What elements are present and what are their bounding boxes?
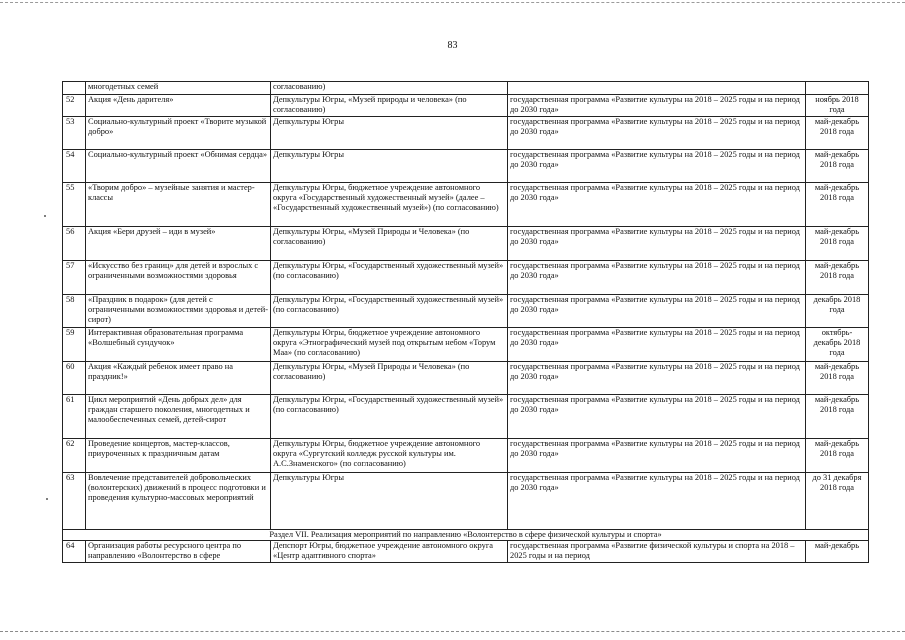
organizer: согласованию)	[271, 82, 508, 95]
row-number: 54	[63, 150, 86, 183]
scan-speck	[44, 215, 46, 217]
table-row	[63, 183, 869, 227]
program: государственная программа «Развитие культуры на 2018 – 2025 годы и на период до 2030 года»	[508, 473, 806, 530]
table-row	[63, 295, 869, 328]
table-row	[63, 541, 869, 563]
section-header-row	[63, 530, 869, 541]
organizer: Депкультуры Югры	[271, 150, 508, 183]
deadline: май-декабрь 2018 года	[806, 362, 869, 395]
row-number	[63, 82, 86, 95]
table-row	[63, 439, 869, 473]
table-row	[63, 150, 869, 183]
deadline: май-декабрь 2018 года	[806, 227, 869, 261]
event-name: Акция «Бери друзей – иди в музей»	[86, 227, 271, 261]
deadline: май-декабрь 2018 года	[806, 395, 869, 439]
program: государственная программа «Развитие культуры на 2018 – 2025 годы и на период до 2030 года»	[508, 261, 806, 295]
organizer: Депкультуры Югры, «Государственный художественный музей» (по согласованию)	[271, 395, 508, 439]
table-row	[63, 95, 869, 117]
program	[508, 82, 806, 95]
deadline: май-декабрь 2018 года	[806, 439, 869, 473]
event-name: Вовлечение представителей добровольческих (волонтерских) движений в процесс подготовки и проведения культурно-массовых мероприятий	[86, 473, 271, 530]
row-number: 57	[63, 261, 86, 295]
deadline: май-декабрь 2018 года	[806, 261, 869, 295]
event-name: Акция «День дарителя»	[86, 95, 271, 117]
organizer: Депкультуры Югры	[271, 117, 508, 150]
event-name: Проведение концертов, мастер-классов, приуроченных к праздничным датам	[86, 439, 271, 473]
table-row	[63, 82, 869, 95]
row-number: 60	[63, 362, 86, 395]
table-row	[63, 328, 869, 362]
row-number: 62	[63, 439, 86, 473]
table-row	[63, 395, 869, 439]
program: государственная программа «Развитие культуры на 2018 – 2025 годы и на период до 2030 года»	[508, 395, 806, 439]
event-name: «Искусство без границ» для детей и взрослых с ограниченными возможностями здоровья	[86, 261, 271, 295]
row-number: 61	[63, 395, 86, 439]
row-number: 59	[63, 328, 86, 362]
table-row	[63, 227, 869, 261]
scan-speck	[46, 498, 48, 500]
row-number: 52	[63, 95, 86, 117]
deadline: май-декабрь 2018 года	[806, 150, 869, 183]
scan-edge-top	[0, 2, 905, 3]
event-name: Социально-культурный проект «Обнимая сердца»	[86, 150, 271, 183]
organizer: Депкультуры Югры, бюджетное учреждение автономного округа «Сургутский колледж русской культуры им. А.С.Знаменского» (по согласованию)	[271, 439, 508, 473]
deadline: май-декабрь 2018 года	[806, 183, 869, 227]
row-number: 56	[63, 227, 86, 261]
events-table-body	[63, 82, 869, 563]
table-row	[63, 117, 869, 150]
program: государственная программа «Развитие культуры на 2018 – 2025 годы и на период до 2030 года»	[508, 150, 806, 183]
row-number: 58	[63, 295, 86, 328]
deadline: октябрь-декабрь 2018 года	[806, 328, 869, 362]
table-row	[63, 362, 869, 395]
event-name: Социально-культурный проект «Творите музыкой добро»	[86, 117, 271, 150]
event-name: «Праздник в подарок» (для детей с ограниченными возможностями здоровья и детей-сирот)	[86, 295, 271, 328]
program: государственная программа «Развитие культуры на 2018 – 2025 годы и на период до 2030 года»	[508, 117, 806, 150]
page-number: 83	[447, 40, 458, 51]
program: государственная программа «Развитие культуры на 2018 – 2025 годы и на период до 2030 года»	[508, 227, 806, 261]
deadline: май-декабрь	[806, 541, 869, 563]
deadline: ноябрь 2018 года	[806, 95, 869, 117]
program: государственная программа «Развитие физической культуры и спорта на 2018 – 2025 годы и на период	[508, 541, 806, 563]
section-title: Раздел VII. Реализация мероприятий по направлению «Волонтерство в сфере физической культуры и спорта»	[63, 530, 869, 541]
table-row	[63, 261, 869, 295]
program: государственная программа «Развитие культуры на 2018 – 2025 годы и на период до 2030 года»	[508, 95, 806, 117]
event-name: «Творим добро» – музейные занятия и мастер-классы	[86, 183, 271, 227]
event-name: многодетных семей	[86, 82, 271, 95]
event-name: Организация работы ресурсного центра по направлению «Волонтерство в сфере	[86, 541, 271, 563]
organizer: Депкультуры Югры	[271, 473, 508, 530]
deadline	[806, 82, 869, 95]
organizer: Депкультуры Югры, бюджетное учреждение автономного округа «Этнографический музей под открытым небом «Торум Маа» (по согласованию)	[271, 328, 508, 362]
event-name: Цикл мероприятий «День добрых дел» для граждан старшего поколения, многодетных и малообеспеченных семей, детей-сирот	[86, 395, 271, 439]
table-row	[63, 473, 869, 530]
scan-edge-bottom	[0, 631, 905, 632]
row-number: 53	[63, 117, 86, 150]
deadline: декабрь 2018 года	[806, 295, 869, 328]
program: государственная программа «Развитие культуры на 2018 – 2025 годы и на период до 2030 года»	[508, 439, 806, 473]
organizer: Депкультуры Югры, «Музей Природы и Человека» (по согласованию)	[271, 362, 508, 395]
organizer: Депкультуры Югры, «Музей природы и человека» (по согласованию)	[271, 95, 508, 117]
deadline: май-декабрь 2018 года	[806, 117, 869, 150]
program: государственная программа «Развитие культуры на 2018 – 2025 годы и на период до 2030 года»	[508, 328, 806, 362]
program: государственная программа «Развитие культуры на 2018 – 2025 годы и на период до 2030 года»	[508, 183, 806, 227]
deadline: до 31 декабря 2018 года	[806, 473, 869, 530]
event-name: Акция «Каждый ребенок имеет право на праздник!»	[86, 362, 271, 395]
program: государственная программа «Развитие культуры на 2018 – 2025 годы и на период до 2030 года»	[508, 362, 806, 395]
row-number: 55	[63, 183, 86, 227]
row-number: 64	[63, 541, 86, 563]
organizer: Депкультуры Югры, «Музей Природы и Человека» (по согласованию)	[271, 227, 508, 261]
row-number: 63	[63, 473, 86, 530]
events-table	[62, 81, 869, 563]
organizer: Депкультуры Югры, «Государственный художественный музей» (по согласованию)	[271, 295, 508, 328]
program: государственная программа «Развитие культуры на 2018 – 2025 годы и на период до 2030 года»	[508, 295, 806, 328]
event-name: Интерактивная образовательная программа «Волшебный сундучок»	[86, 328, 271, 362]
organizer: Депкультуры Югры, «Государственный художественный музей» (по согласованию)	[271, 261, 508, 295]
organizer: Депкультуры Югры, бюджетное учреждение автономного округа «Государственный художественный музей» (далее – «Государственный художественный музей») (по согласованию)	[271, 183, 508, 227]
organizer: Депспорт Югры, бюджетное учреждение автономного округа «Центр адаптивного спорта»	[271, 541, 508, 563]
